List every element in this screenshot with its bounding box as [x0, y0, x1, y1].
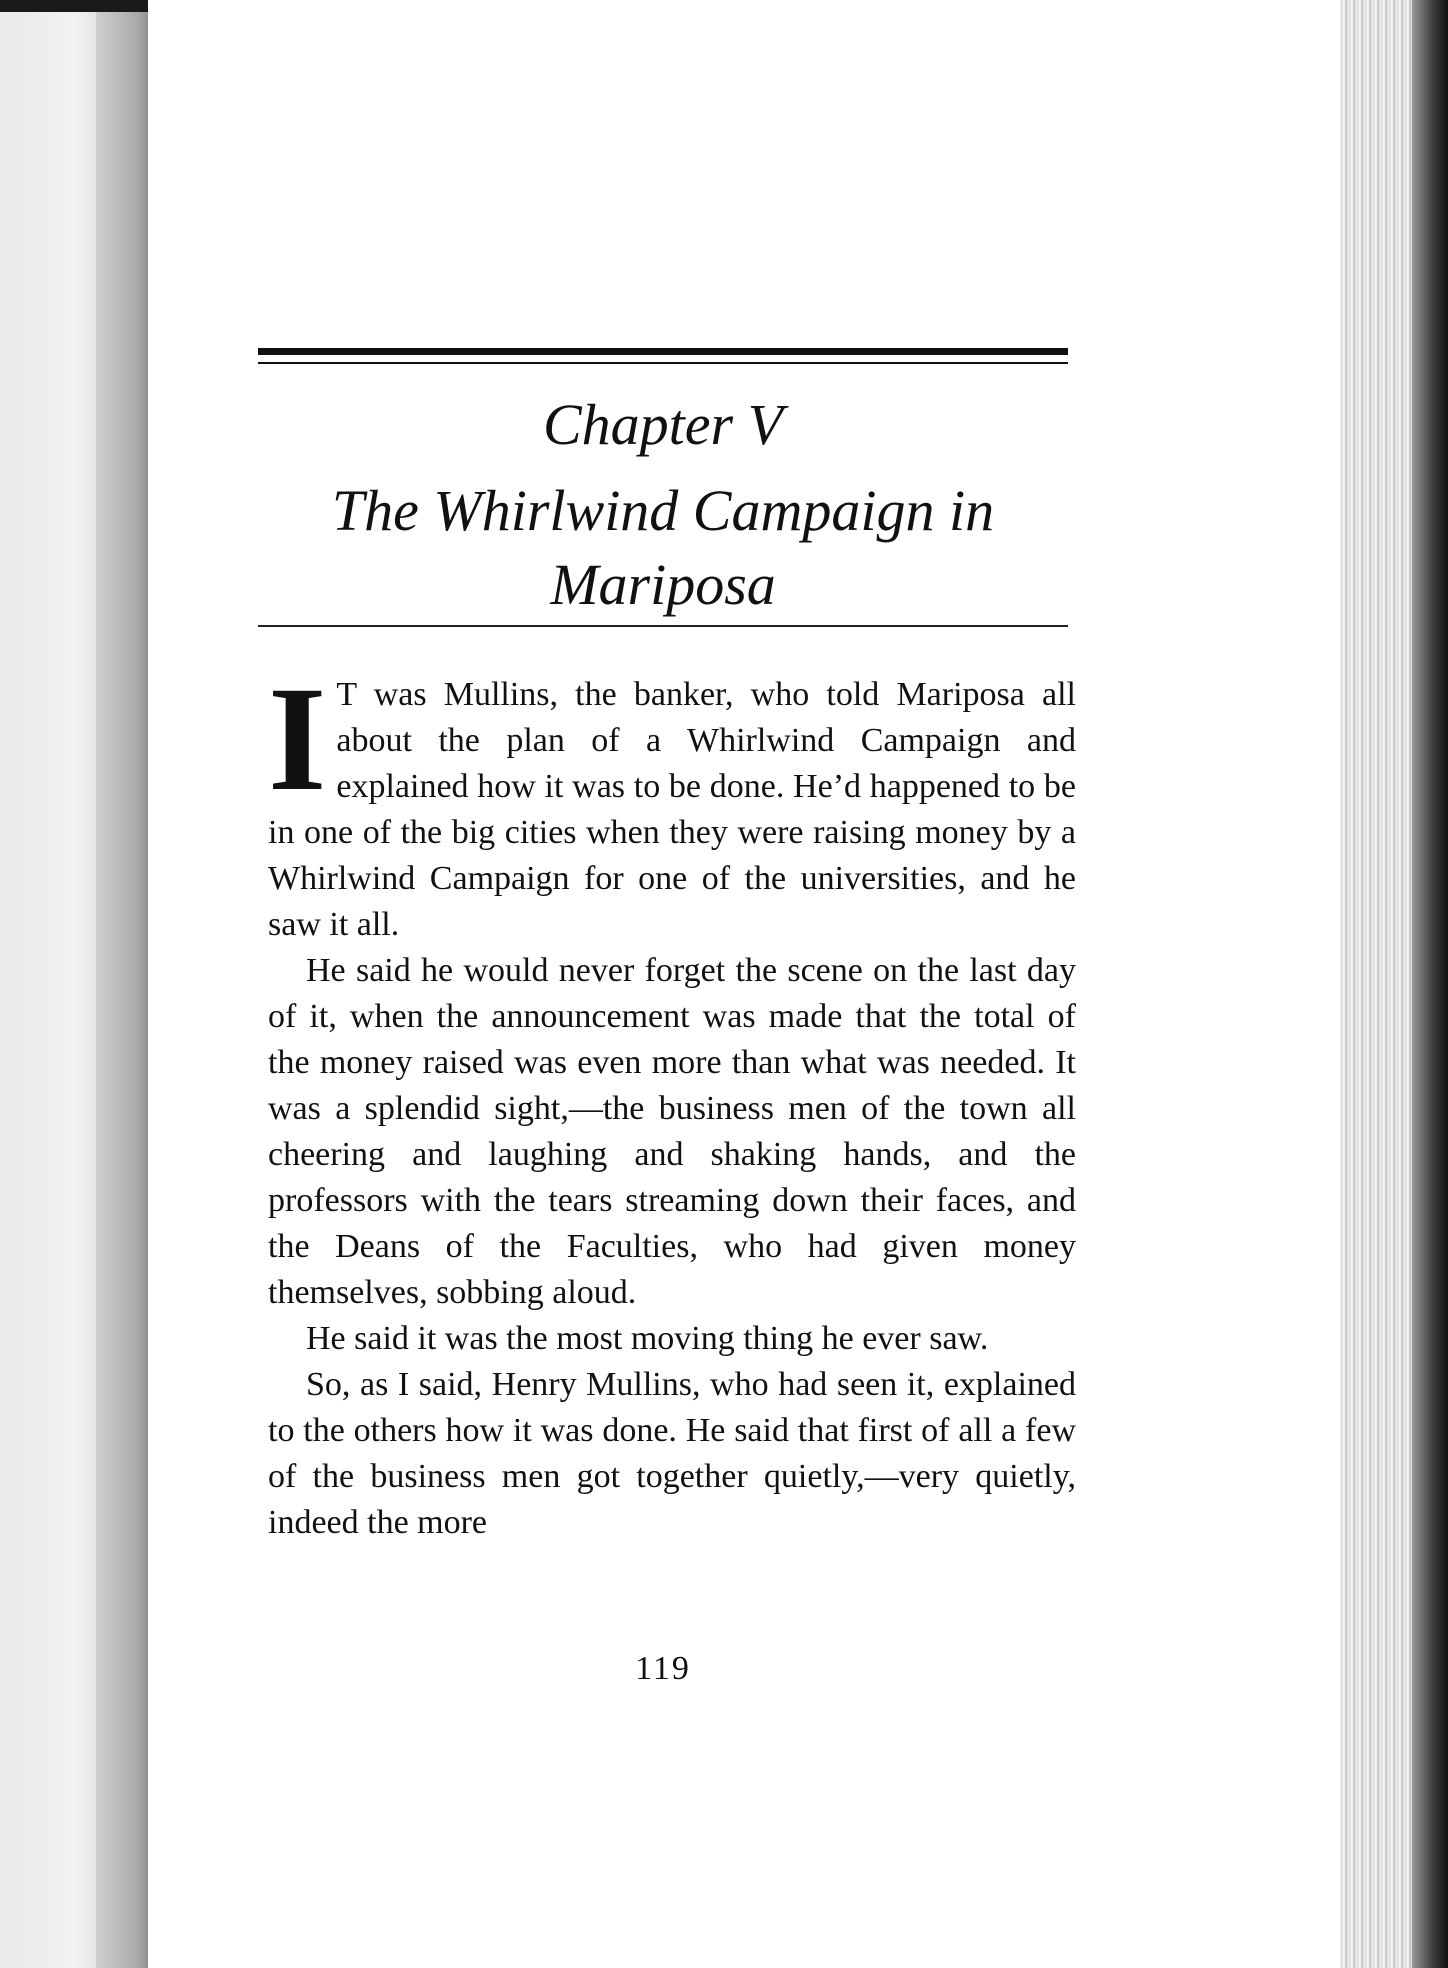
paragraph: He said he would never forget the scene on the last day of it, when the announcement was made that the total of the money raised was even more than what was needed. It was a splendid sight,—the business men of the town all cheering and laughing and shaking hands, and the professors with the tears streaming down their faces, and the Deans of the Faculties, who had given money themselves, sobbing aloud. — [268, 952, 1076, 1311]
book-gutter — [96, 12, 156, 1968]
title-rule-bottom — [258, 625, 1068, 627]
paragraph: He said it was the most moving thing he ever saw. — [306, 1320, 989, 1357]
page-stack-edge — [1340, 0, 1448, 1968]
paragraph — [268, 656, 1076, 948]
chapter-label: Chapter V — [542, 392, 784, 457]
chapter-title: The Whirlwind Campaign in Mariposa — [331, 478, 995, 617]
drop-cap: I — [268, 656, 327, 822]
paragraph-text: T was Mullins, the banker, who told Mariposa all about the plan of a Whirlwind Campaign and explained how it was to be done. He’d happened to be in one of the big cities when they were raising money by a Whirlwind Campaign for one of the universities, and he saw it all. — [268, 676, 1076, 943]
page-number: 119 — [635, 1650, 691, 1687]
header-rule-thin — [258, 362, 1068, 364]
paragraph: So, as I said, Henry Mullins, who had seen it, explained to the others how it was done. He said that first of all a few of the business men got together quietly,—very quietly, indeed the more — [268, 1366, 1076, 1541]
header-rule-thick — [258, 348, 1068, 355]
body-text — [268, 656, 1076, 1546]
